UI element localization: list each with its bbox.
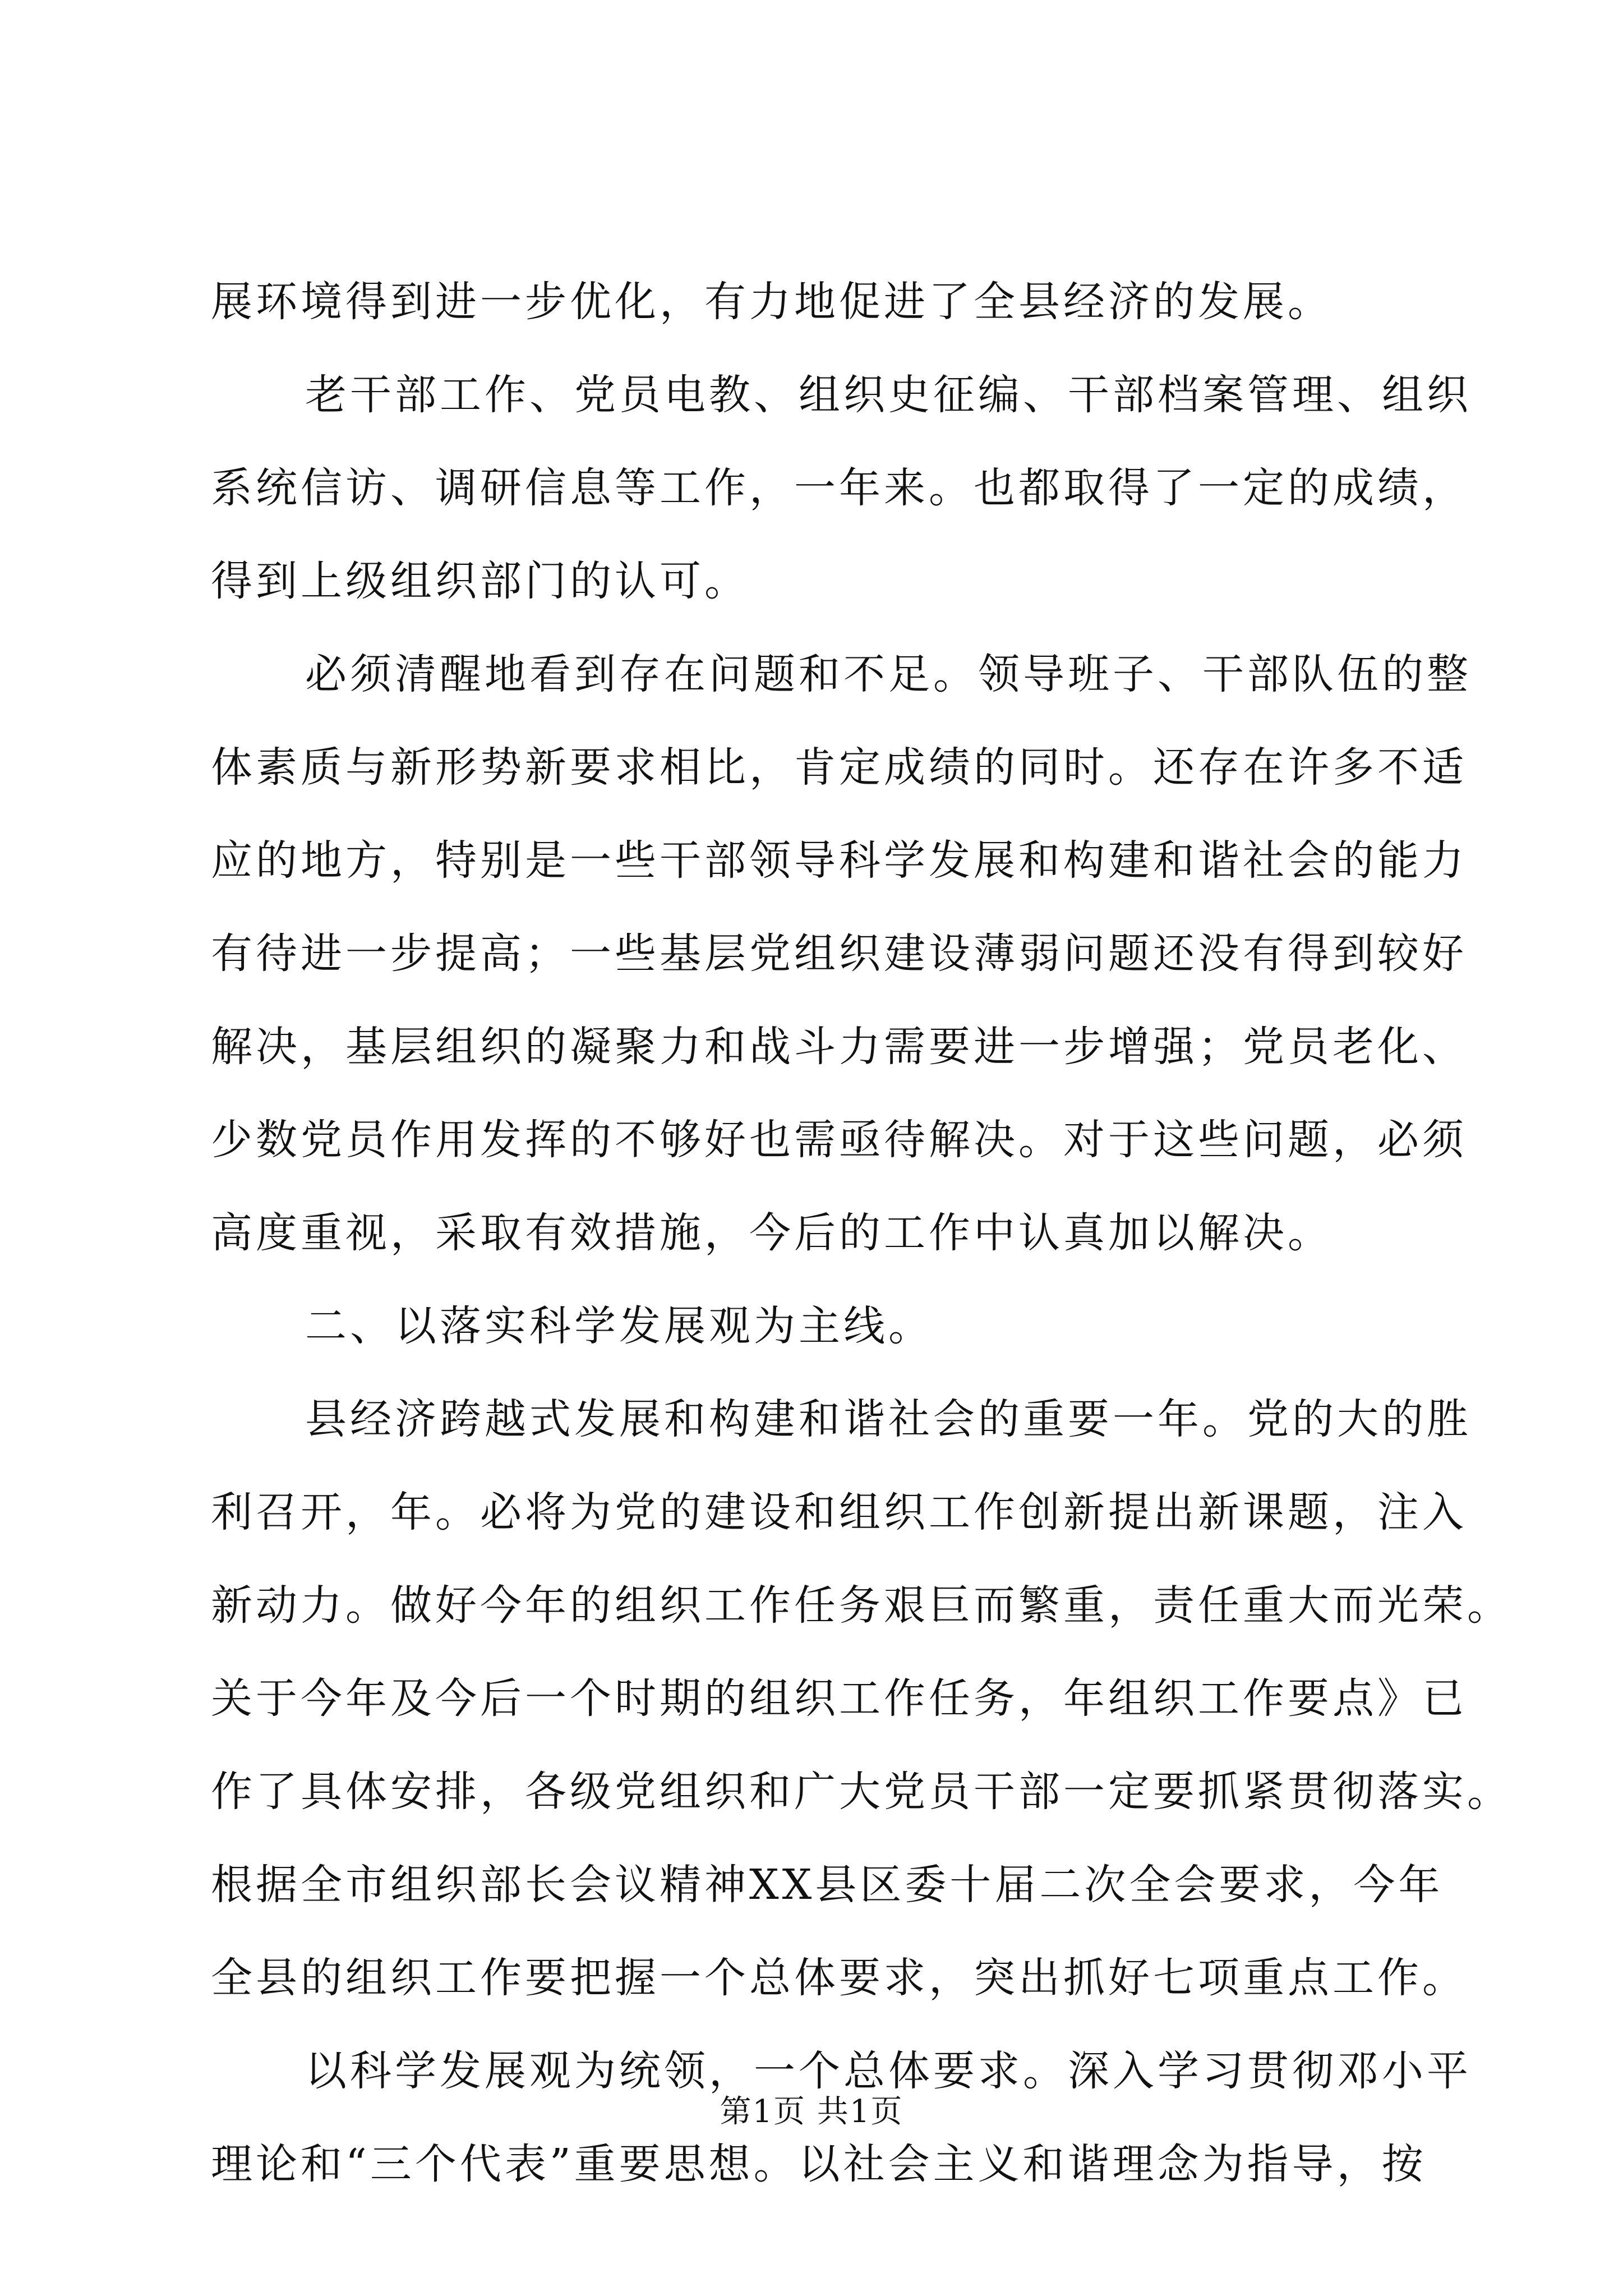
section-heading: 二、以落实科学发展观为主线。 bbox=[305, 1302, 933, 1350]
text-line: 少数党员作用发挥的不够好也需亟待解决。对于这些问题，必须 bbox=[211, 1116, 1467, 1164]
text-line: 以科学发展观为统领，一个总体要求。深入学习贯彻邓小平 bbox=[305, 2047, 1472, 2095]
text-line: 系统信访、调研信息等工作，一年来。也都取得了一定的成绩， bbox=[211, 464, 1467, 512]
text-line: 关于今年及今后一个时期的组织工作任务，年组织工作要点》已 bbox=[211, 1674, 1467, 1723]
text-line: 必须清醒地看到存在问题和不足。领导班子、干部队伍的整 bbox=[305, 650, 1472, 698]
text-line: 新动力。做好今年的组织工作任务艰巨而繁重，责任重大而光荣。 bbox=[211, 1581, 1512, 1630]
text-line: 得到上级组织部门的认可。 bbox=[211, 557, 749, 605]
text-line: 有待进一步提高；一些基层党组织建设薄弱问题还没有得到较好 bbox=[211, 930, 1467, 978]
text-line: 利召开，年。必将为党的建设和组织工作创新提出新课题，注入 bbox=[211, 1488, 1467, 1536]
document-body bbox=[211, 255, 1512, 2211]
text-line: 根据全市组织部长会议精神XX县区委十届二次全会要求，今年 bbox=[211, 1861, 1444, 1909]
text-line: 县经济跨越式发展和构建和谐社会的重要一年。党的大的胜 bbox=[305, 1395, 1472, 1443]
text-line: 应的地方，特别是一些干部领导科学发展和构建和谐社会的能力 bbox=[211, 836, 1467, 885]
text-line: 高度重视，采取有效措施，今后的工作中认真加以解决。 bbox=[211, 1209, 1332, 1257]
text-line: 体素质与新形势新要求相比，肯定成绩的同时。还存在许多不适 bbox=[211, 743, 1467, 792]
text-line: 解决，基层组织的凝聚力和战斗力需要进一步增强；党员老化、 bbox=[211, 1023, 1467, 1071]
text-line: 作了具体安排，各级党组织和广大党员干部一定要抓紧贯彻落实。 bbox=[211, 1768, 1512, 1816]
page-footer: 第1页 共1页 bbox=[720, 2093, 903, 2130]
text-line: 展环境得到进一步优化，有力地促进了全县经济的发展。 bbox=[211, 278, 1332, 326]
text-line: 老干部工作、党员电教、组织史征编、干部档案管理、组织 bbox=[305, 371, 1472, 419]
text-line: 全县的组织工作要把握一个总体要求，突出抓好七项重点工作。 bbox=[211, 1954, 1467, 2002]
text-line: 理论和“三个代表”重要思想。以社会主义和谐理念为指导，按 bbox=[211, 2140, 1427, 2188]
